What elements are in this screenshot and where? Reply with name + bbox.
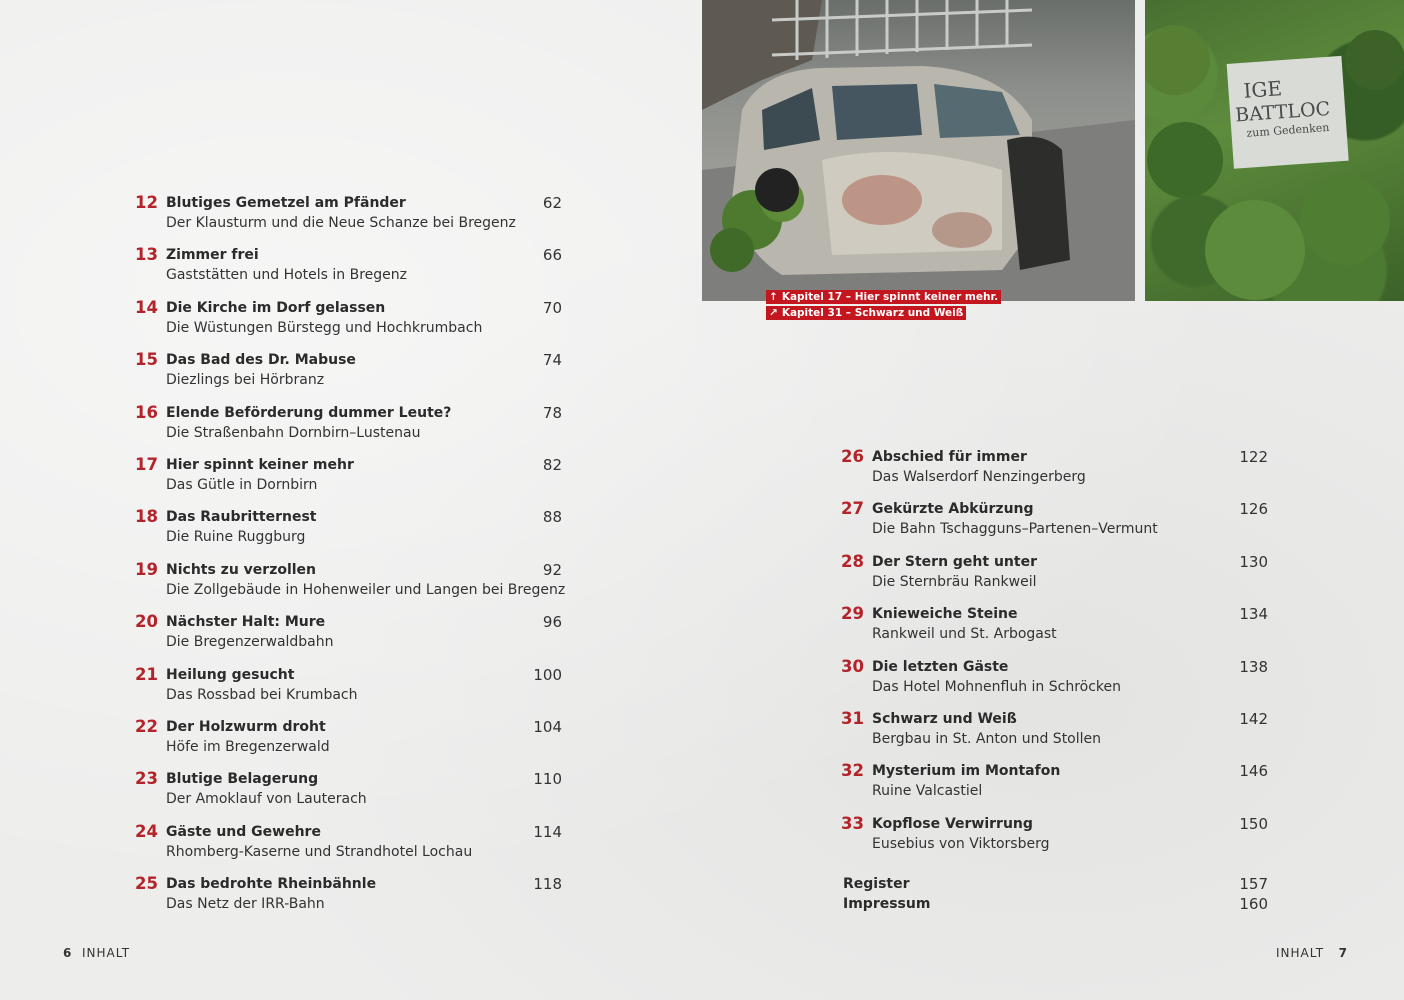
chapter-subtitle: Der Amoklauf von Lauterach (166, 791, 367, 808)
chapter-number: 18 (135, 507, 158, 527)
chapter-subtitle: Diezlings bei Hörbranz (166, 372, 325, 389)
chapter-title: Kopflose Verwirrung (872, 815, 1033, 832)
toc-right-column (836, 446, 1276, 865)
chapter-title: Schwarz und Weiß (872, 710, 1017, 727)
sign-text-3: zum Gedenken (1246, 120, 1330, 140)
footer-page-number: 6 (63, 946, 73, 960)
chapter-title: Nichts zu verzollen (166, 561, 317, 578)
arrow-up-right-icon: ↗ (769, 307, 778, 319)
chapter-title: Nächster Halt: Mure (166, 614, 326, 631)
toc-extras (836, 874, 1276, 913)
chapter-title: Der Holzwurm droht (166, 718, 326, 735)
toc-entry (836, 708, 1276, 760)
chapter-number: 28 (841, 551, 864, 571)
chapter-subtitle: Ruine Valcastiel (872, 783, 983, 800)
toc-entry (130, 454, 570, 506)
page-number: 74 (542, 351, 562, 370)
toc-entry (836, 813, 1276, 865)
chapter-subtitle: Das Netz der IRR-Bahn (166, 896, 325, 913)
chapter-number: 32 (841, 761, 864, 781)
footer-page-number: 7 (1338, 946, 1348, 960)
chapter-title: Die Kirche im Dorf gelassen (166, 299, 386, 316)
chapter-subtitle: Das Hotel Mohnenfluh in Schröcken (872, 678, 1122, 695)
chapter-subtitle: Die Straßenbahn Dornbirn–Lustenau (166, 424, 421, 441)
photo-memorial-sign (1145, 0, 1404, 301)
chapter-subtitle: Das Walserdorf Nenzingerberg (872, 469, 1086, 485)
chapter-title: Blutige Belagerung (166, 771, 319, 788)
page-number: 126 (1239, 500, 1268, 519)
page-number: 110 (533, 770, 562, 789)
chapter-title: Das Bad des Dr. Mabuse (166, 352, 356, 369)
chapter-title: Elende Beförderung dummer Leute? (166, 404, 452, 421)
sign-text-1: IGE (1242, 76, 1283, 103)
chapter-subtitle: Die Ruine Ruggburg (166, 529, 306, 546)
toc-entry (130, 192, 570, 244)
chapter-title: Die letzten Gäste (872, 658, 1009, 675)
chapter-subtitle: Das Rossbad bei Krumbach (166, 686, 358, 703)
toc-entry (130, 506, 570, 558)
chapter-title: Blutiges Gemetzel am Pfänder (166, 195, 406, 211)
photo-captions (766, 290, 1001, 322)
page-number: 82 (542, 455, 562, 474)
chapter-title: Das bedrohte Rheinbähnle (166, 876, 377, 893)
chapter-number: 25 (135, 874, 158, 894)
page-number: 78 (542, 403, 562, 422)
toc-entry (836, 551, 1276, 603)
toc-left-column (130, 192, 570, 925)
chapter-number: 27 (841, 499, 864, 519)
toc-entry (836, 603, 1276, 655)
toc-entry (130, 664, 570, 716)
chapter-number: 20 (135, 612, 158, 632)
extra-title: Register (843, 876, 910, 892)
toc-entry (130, 821, 570, 873)
footer-label: INHALT (1276, 946, 1325, 960)
sign-text-2: BATTLOC (1234, 97, 1331, 127)
toc-extra-impressum (836, 894, 1276, 914)
toc-entry (836, 656, 1276, 708)
chapter-number: 29 (841, 604, 864, 624)
chapter-number: 16 (135, 402, 158, 422)
chapter-number: 26 (841, 447, 864, 466)
chapter-number: 22 (135, 716, 158, 736)
toc-entry (130, 611, 570, 663)
page-number: 92 (542, 560, 562, 579)
chapter-title: Abschied für immer (872, 449, 1027, 465)
chapter-title: Zimmer frei (166, 247, 259, 264)
chapter-number: 14 (135, 297, 158, 317)
chapter-title: Der Stern geht unter (872, 553, 1037, 570)
toc-entry (130, 244, 570, 296)
footer-label: INHALT (82, 946, 131, 960)
chapter-subtitle: Der Klausturm und die Neue Schanze bei Bregenz (166, 215, 516, 231)
chapter-subtitle: Die Sternbräu Rankweil (872, 573, 1037, 590)
chapter-number: 19 (135, 559, 158, 579)
chapter-title: Heilung gesucht (166, 666, 295, 683)
chapter-subtitle: Bergbau in St. Anton und Stollen (872, 730, 1102, 747)
chapter-number: 33 (841, 813, 864, 833)
page-number: 100 (533, 665, 562, 684)
chapter-title: Knieweiche Steine (872, 606, 1018, 623)
page-number: 160 (1239, 894, 1268, 913)
page-number: 130 (1239, 552, 1268, 571)
chapter-number: 30 (841, 656, 864, 676)
chapter-subtitle: Rankweil und St. Arbogast (872, 626, 1057, 643)
chapter-number: 12 (135, 193, 158, 212)
chapter-subtitle: Die Bregenzerwaldbahn (166, 634, 334, 651)
chapter-subtitle: Höfe im Bregenzerwald (166, 738, 330, 755)
page-number: 146 (1239, 762, 1268, 781)
page-number: 142 (1239, 709, 1268, 728)
chapter-title: Das Raubritternest (166, 509, 317, 526)
page-number: 122 (1239, 448, 1268, 466)
page-number: 138 (1239, 657, 1268, 676)
chapter-subtitle: Das Gütle in Dornbirn (166, 476, 318, 493)
page-number: 118 (533, 875, 562, 894)
chapter-title: Hier spinnt keiner mehr (166, 456, 354, 473)
page-number: 114 (533, 822, 562, 841)
page-number: 88 (542, 508, 562, 527)
toc-entry (130, 873, 570, 925)
toc-entry (130, 349, 570, 401)
page-number: 157 (1239, 875, 1268, 893)
chapter-subtitle: Die Zollgebäude in Hohenweiler und Langen bei Bregenz (166, 581, 566, 598)
toc-entry (130, 297, 570, 349)
sign-illustration (1145, 0, 1404, 301)
photo-abandoned-car (702, 0, 1135, 301)
toc-entry (836, 498, 1276, 550)
page-number: 70 (542, 298, 562, 317)
footer-left (63, 945, 130, 961)
chapter-number: 31 (841, 708, 864, 728)
toc-entry (130, 402, 570, 454)
chapter-subtitle: Gaststätten und Hotels in Bregenz (166, 267, 408, 284)
chapter-subtitle: Die Wüstungen Bürstegg und Hochkrumbach (166, 319, 483, 336)
toc-entry (836, 446, 1276, 498)
footer-right (1276, 945, 1348, 961)
chapter-number: 15 (135, 350, 158, 370)
arrow-up-icon: ↑ (769, 291, 778, 303)
page-number: 66 (542, 246, 562, 265)
extra-title: Impressum (843, 895, 931, 912)
toc-entry (130, 768, 570, 820)
toc-entry (130, 559, 570, 611)
caption-chapter-31: ↗ Kapitel 31 – Schwarz und Weiß (766, 306, 966, 320)
chapter-number: 21 (135, 664, 158, 684)
toc-entry (836, 760, 1276, 812)
page-number: 150 (1239, 814, 1268, 833)
page-number: 62 (542, 194, 562, 212)
chapter-subtitle: Die Bahn Tschagguns–Partenen–Vermunt (872, 521, 1158, 538)
car-illustration (702, 0, 1135, 301)
chapter-title: Mysterium im Montafon (872, 763, 1061, 780)
toc-entry (130, 716, 570, 768)
chapter-title: Gäste und Gewehre (166, 823, 321, 840)
chapter-title: Gekürzte Abkürzung (872, 501, 1034, 518)
chapter-number: 17 (135, 454, 158, 474)
page-number: 96 (542, 613, 562, 632)
caption-chapter-17: ↑ Kapitel 17 – Hier spinnt keiner mehr. (766, 290, 1001, 304)
page-number: 134 (1239, 605, 1268, 624)
page-number: 104 (533, 717, 562, 736)
chapter-subtitle: Rhomberg-Kaserne und Strandhotel Lochau (166, 843, 473, 860)
chapter-number: 13 (135, 245, 158, 265)
chapter-number: 24 (135, 821, 158, 841)
chapter-number: 23 (135, 769, 158, 789)
toc-extra-register (836, 874, 1276, 894)
chapter-subtitle: Eusebius von Viktorsberg (872, 835, 1050, 852)
